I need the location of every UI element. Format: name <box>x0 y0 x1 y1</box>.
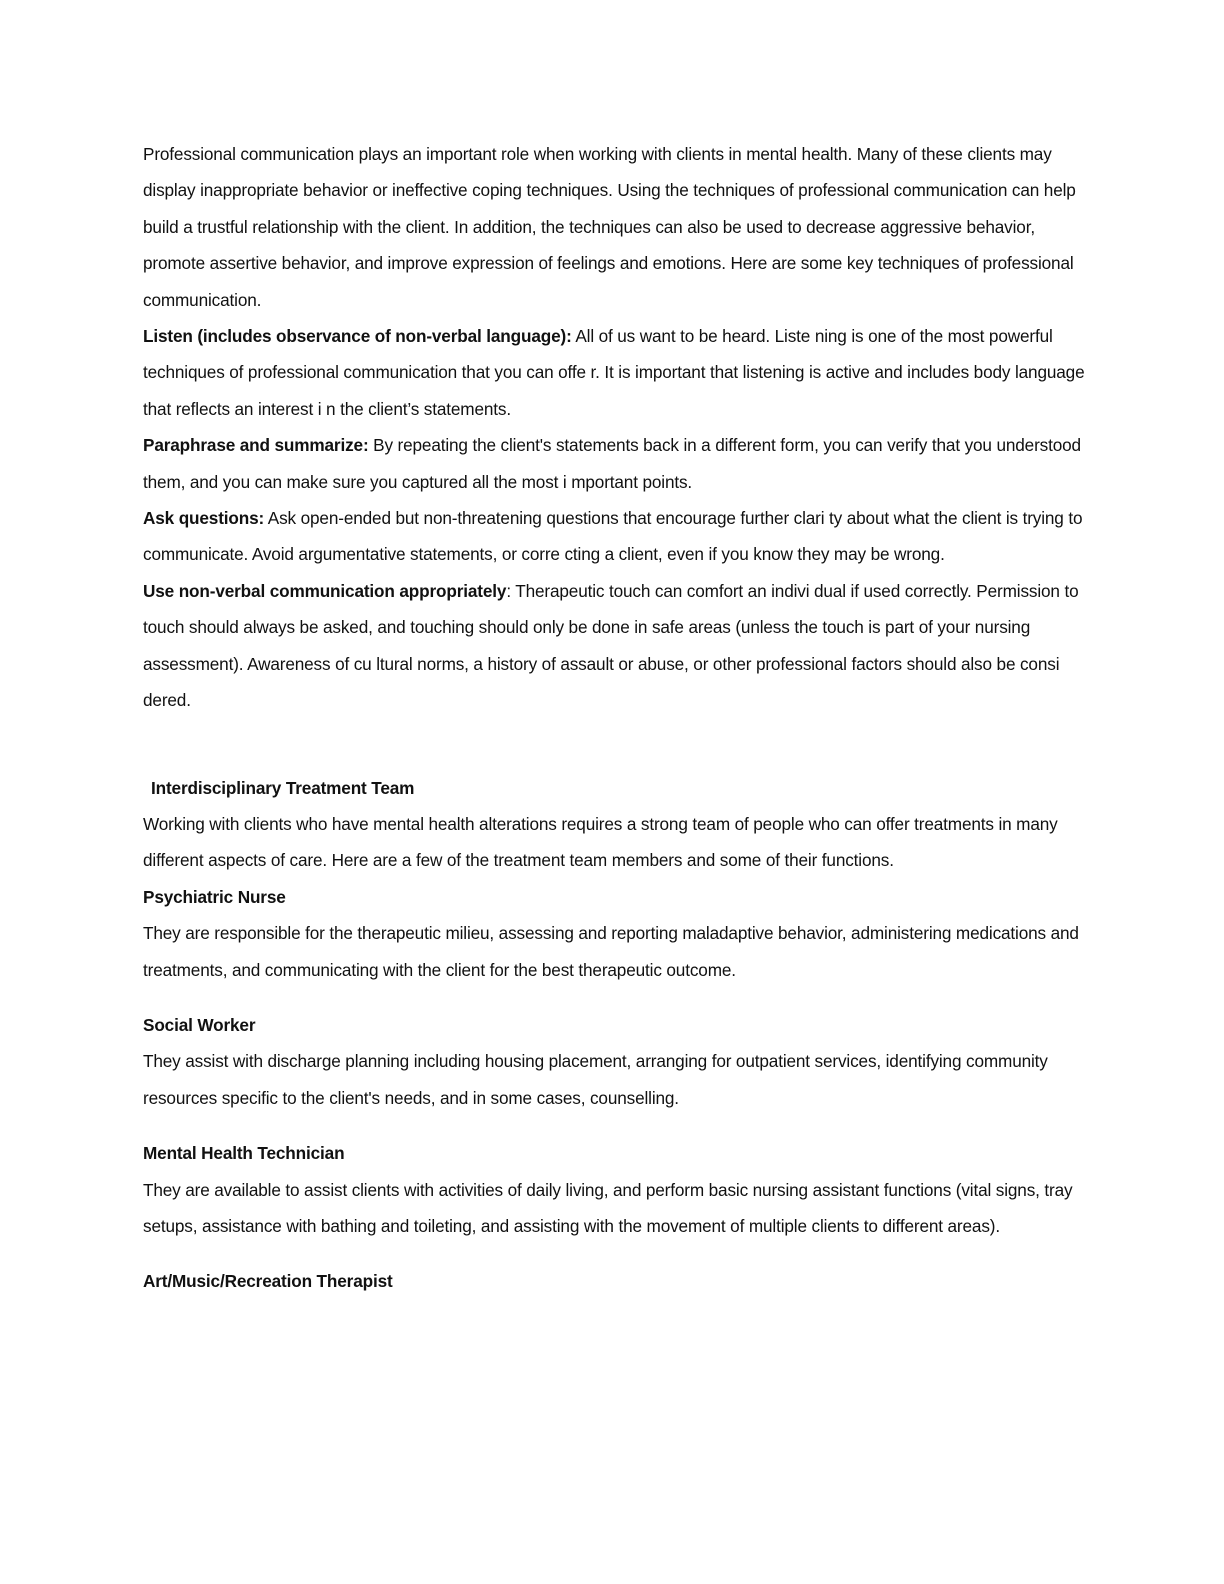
role-title-social-worker: Social Worker <box>143 1014 256 1035</box>
technique-ask-questions <box>143 500 1088 573</box>
section-heading-treatment-team: Interdisciplinary Treatment Team <box>151 777 415 798</box>
technique-text: : Therapeutic touch can comfort an indivi dual if used correctly. Permission to touch should always be asked, and touching should only be done in safe areas (unless the touch is part of your nursing assessment). Awareness of cu ltural norms, a history of assault or abuse, or other professional factors should also be consi dered. <box>143 580 1079 711</box>
role-title-art-music-recreation-therapist: Art/Music/Recreation Therapist <box>143 1271 393 1292</box>
role-description-mental-health-technician: They are available to assist clients with activities of daily living, and perform basic nursing assistant functions (vital signs, tray setups, assistance with bathing and toileting, and assisting with the movement of multiple clients to different areas). <box>143 1179 1073 1236</box>
role-title-psychiatric-nurse: Psychiatric Nurse <box>143 886 286 907</box>
role-description-psychiatric-nurse: They are responsible for the therapeutic milieu, assessing and reporting maladaptive behavior, administering medications and treatments, and communicating with the client for the best therapeutic outcome. <box>143 923 1079 980</box>
role-title-mental-health-technician: Mental Health Technician <box>143 1143 345 1164</box>
technique-non-verbal <box>143 573 1088 719</box>
technique-term: Ask questions: <box>143 508 265 529</box>
technique-text: Ask open-ended but non-threatening questions that encourage further clari ty about what the client is trying to communicate. Avoid argumentative statements, or corre cting a client, even if you know they may be wrong. <box>143 508 1083 565</box>
technique-paraphrase <box>143 427 1088 500</box>
technique-term: Use non-verbal communication appropriately <box>143 580 507 601</box>
technique-term: Listen (includes observance of non-verbal language): <box>143 326 572 347</box>
technique-term: Paraphrase and summarize: <box>143 435 369 456</box>
intro-paragraph: Professional communication plays an important role when working with clients in mental health. Many of these clients may display inappropriate behavior or ineffective coping techniques. Using the techniques of professional communication can help build a trustful relationship with the client. In addition, the techniques can also be used to decrease aggressive behavior, promote assertive behavior, and improve expression of feelings and emotions. Here are some key techniques of professional communication. <box>143 144 1076 310</box>
treatment-team-intro: Working with clients who have mental health alterations requires a strong team of people who can offer treatments in many different aspects of care. Here are a few of the treatment team members and some of their functions. <box>143 813 1058 871</box>
document-page <box>143 136 1088 1300</box>
role-description-social-worker: They assist with discharge planning including housing placement, arranging for outpatient services, identifying community resources specific to the client's needs, and in some cases, counselling. <box>143 1051 1048 1108</box>
technique-text: All of us want to be heard. Liste ning is one of the most powerful techniques of professional communication that you can offe r. It is important that listening is active and includes body language that reflects an interest i n the client’s statements. <box>143 326 1085 419</box>
technique-text: By repeating the client's statements back in a different form, you can verify that you understood them, and you can make sure you captured all the most i mportant points. <box>143 435 1081 492</box>
technique-listen <box>143 318 1088 427</box>
